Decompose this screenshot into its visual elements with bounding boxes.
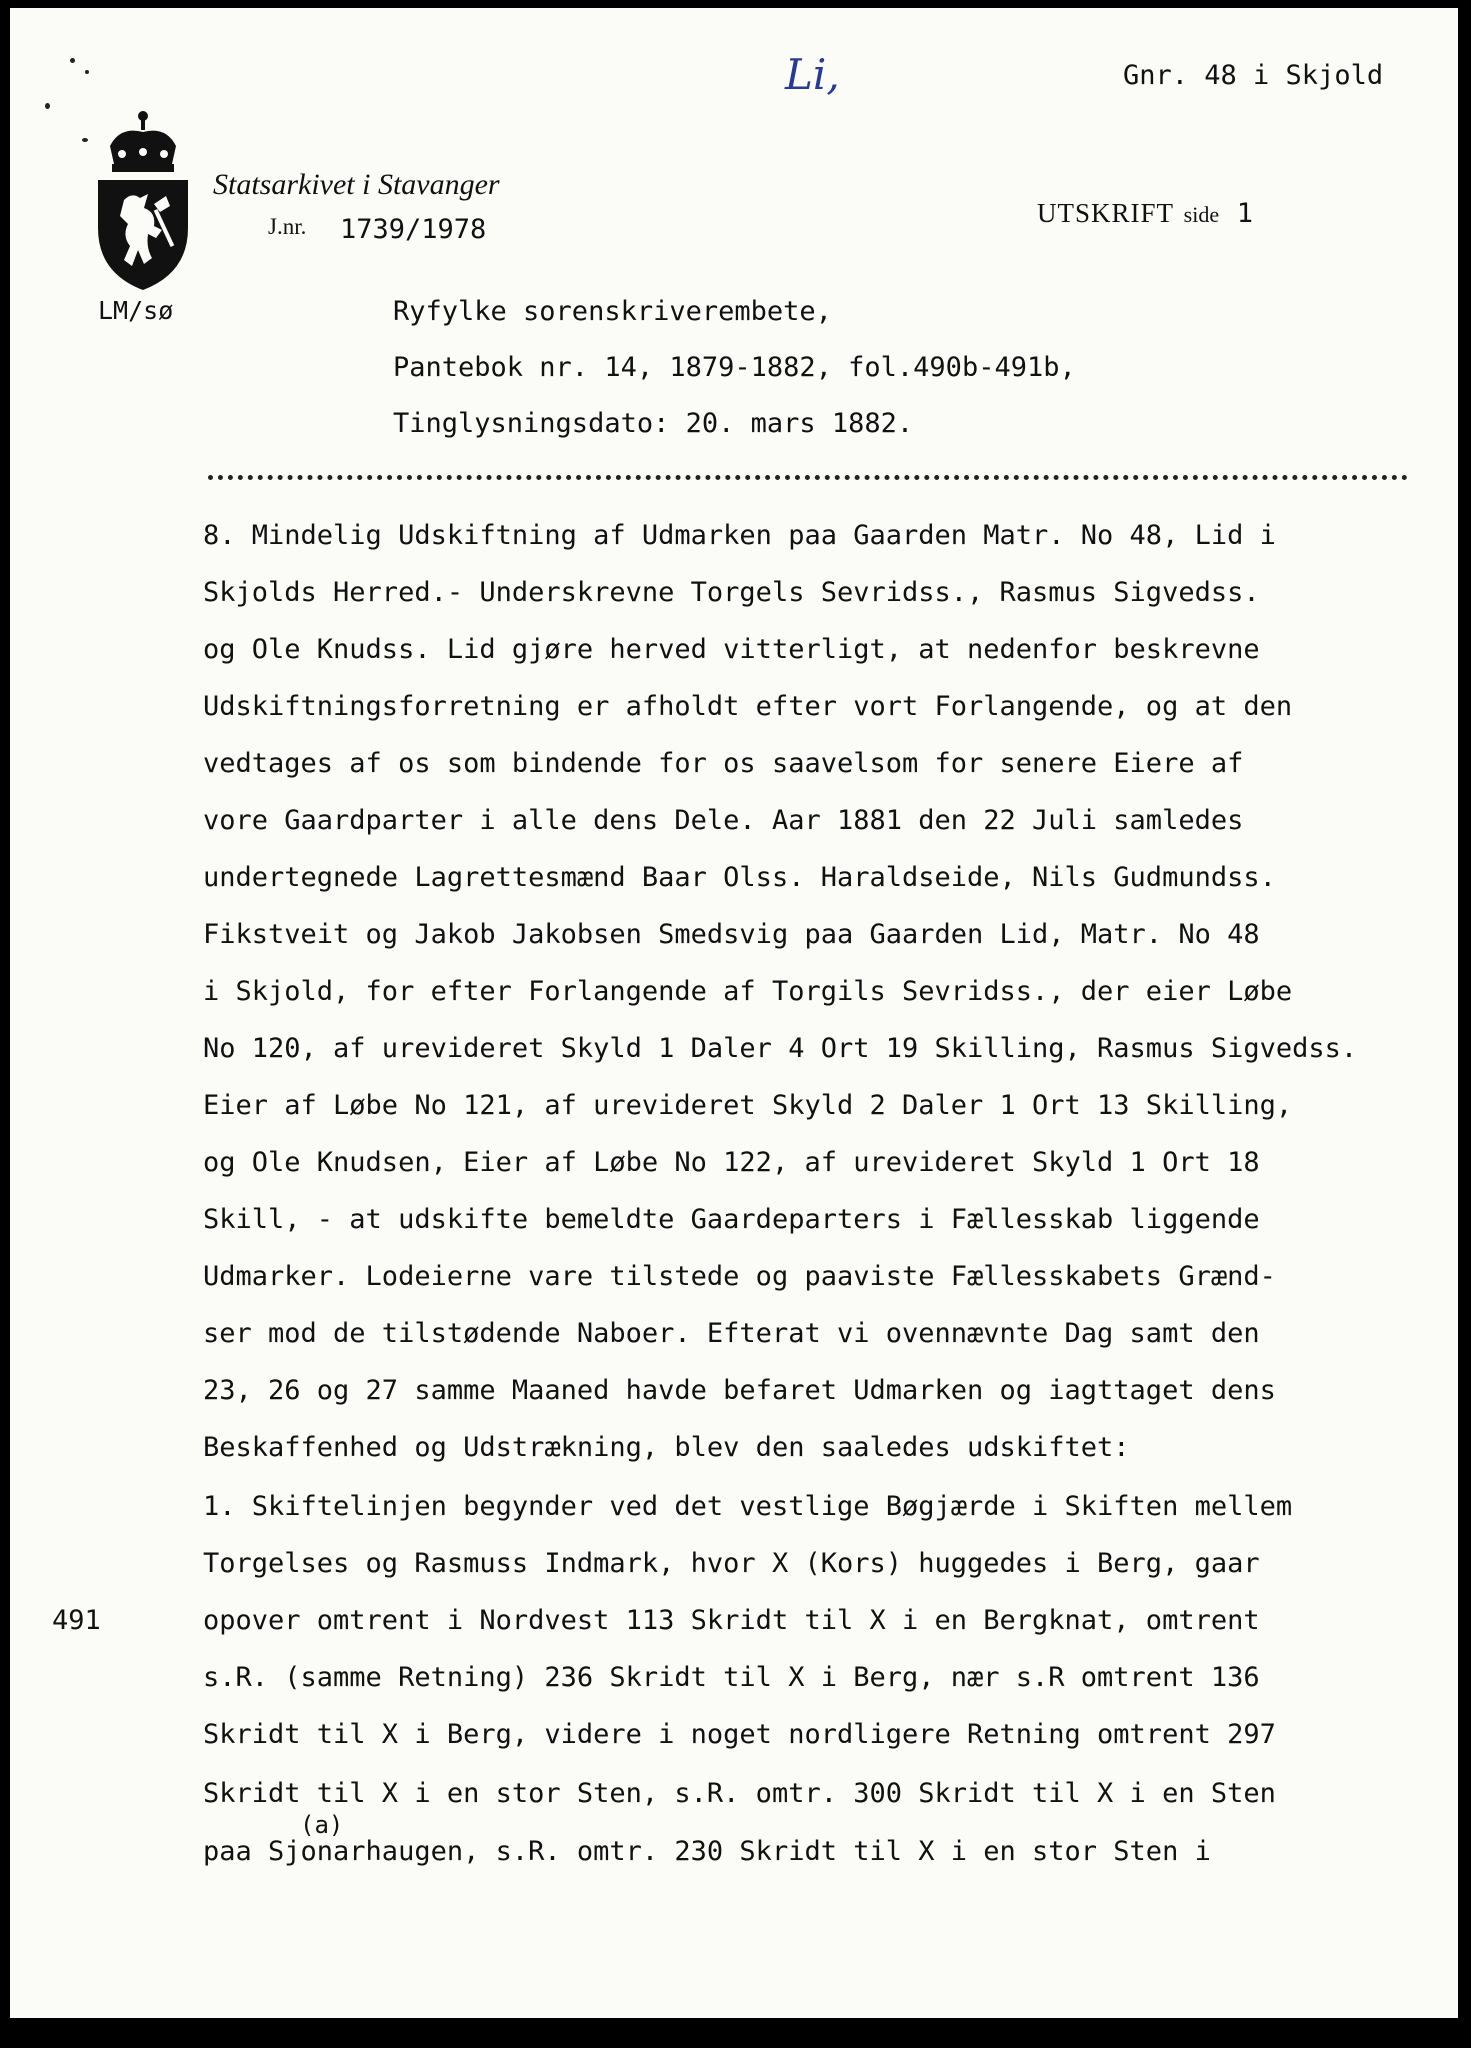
body-line: undertegnede Lagrettesmænd Baar Olss. Haraldseide, Nils Gudmundss.	[203, 862, 1276, 893]
body-line: ser mod de tilstødende Naboer. Efterat vi ovennævnte Dag samt den	[203, 1318, 1260, 1349]
body-line: Udskiftningsforretning er afholdt efter vort Forlangende, og at den	[203, 691, 1293, 722]
document-page	[10, 8, 1458, 2018]
body-line: Udmarker. Lodeierne vare tilstede og paaviste Fællesskabets Grænd-	[203, 1261, 1276, 1292]
body-line: Torgelses og Rasmuss Indmark, hvor X (Kors) huggedes i Berg, gaar	[203, 1548, 1260, 1579]
norwegian-coat-of-arms-logo	[92, 108, 194, 294]
body-line: s.R. (samme Retning) 236 Skridt til X i Berg, nær s.R omtrent 136	[203, 1662, 1260, 1693]
farm-number-reference: Gnr. 48 i Skjold	[1123, 60, 1384, 91]
body-line: Skridt til X i Berg, videre i noget nordligere Retning omtrent 297	[203, 1719, 1276, 1750]
body-line: og Ole Knudsen, Eier af Løbe No 122, af urevideret Skyld 1 Ort 18	[203, 1147, 1260, 1178]
speck-mark	[82, 138, 88, 142]
journal-number-label: J.nr.	[268, 214, 307, 239]
body-line: No 120, af urevideret Skyld 1 Daler 4 Ort 19 Skilling, Rasmus Sigvedss.	[203, 1033, 1358, 1064]
margin-page-note: 491	[52, 1605, 101, 1636]
speck-mark	[85, 70, 89, 74]
utskrift-side-label: side	[1183, 202, 1220, 227]
source-line-2: Pantebok nr. 14, 1879-1882, fol.490b-491b,	[393, 352, 1076, 383]
body-line: paa Sjonarhaugen, s.R. omtr. 230 Skridt til X i en stor Sten i	[203, 1836, 1211, 1867]
body-line: og Ole Knudss. Lid gjøre herved vitterligt, at nedenfor beskrevne	[203, 634, 1260, 665]
body-line: Skjolds Herred.- Underskrevne Torgels Sevridss., Rasmus Sigvedss.	[203, 577, 1260, 608]
body-line: vedtages af os som bindende for os saavelsom for senere Eiere af	[203, 748, 1244, 779]
body-line: Skill, - at udskifte bemeldte Gaardeparters i Fællesskab liggende	[203, 1204, 1260, 1235]
utskrift-side-number: 1	[1236, 198, 1254, 229]
body-line: 1. Skiftelinjen begynder ved det vestlige Bøgjærde i Skiften mellem	[203, 1491, 1293, 1522]
source-line-3: Tinglysningsdato: 20. mars 1882.	[393, 408, 914, 439]
utskrift-header	[1037, 198, 1253, 229]
body-line: vore Gaardparter i alle dens Dele. Aar 1881 den 22 Juli samledes	[203, 805, 1244, 836]
handwritten-note: Li,	[785, 50, 840, 99]
source-line-1: Ryfylke sorenskriverembete,	[393, 296, 832, 327]
journal-number-value: 1739/1978	[340, 214, 487, 245]
body-line: Skridt til X i en stor Sten, s.R. omtr. 300 Skridt til X i en Sten	[203, 1778, 1276, 1809]
body-line: Beskaffenhed og Udstrækning, blev den saaledes udskiftet:	[203, 1432, 1130, 1463]
initials: LM/sø	[98, 296, 174, 325]
body-line: 23, 26 og 27 samme Maaned havde befaret Udmarken og iagttaget dens	[203, 1375, 1276, 1406]
archive-name: Statsarkivet i Stavanger	[213, 168, 500, 201]
dotted-separator	[208, 475, 1408, 480]
speck-mark	[45, 103, 50, 109]
body-line: i Skjold, for efter Forlangende af Torgils Sevridss., der eier Løbe	[203, 976, 1293, 1007]
body-line: Fikstveit og Jakob Jakobsen Smedsvig paa Gaarden Lid, Matr. No 48	[203, 919, 1260, 950]
interlinear-note: (a)	[300, 1811, 344, 1839]
utskrift-label: UTSKRIFT	[1037, 198, 1175, 228]
speck-mark	[70, 58, 75, 63]
body-line: Eier af Løbe No 121, af urevideret Skyld 2 Daler 1 Ort 13 Skilling,	[203, 1090, 1293, 1121]
body-line: opover omtrent i Nordvest 113 Skridt til X i en Bergknat, omtrent	[203, 1605, 1260, 1636]
body-line: 8. Mindelig Udskiftning af Udmarken paa Gaarden Matr. No 48, Lid i	[203, 520, 1276, 551]
